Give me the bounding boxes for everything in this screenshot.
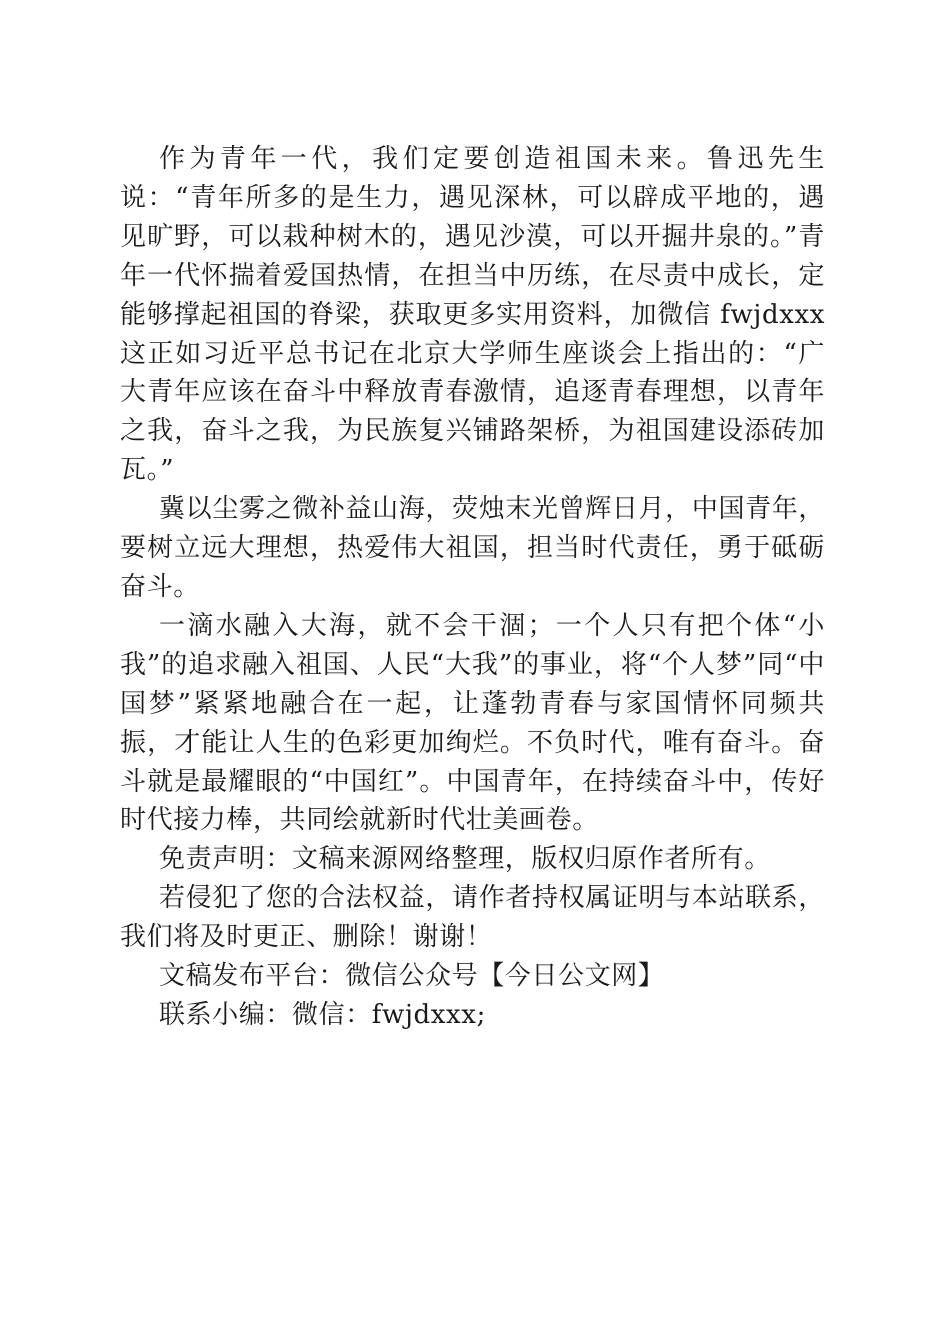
paragraph-ideals: 冀以尘雾之微补益山海，荧烛末光曾辉日月，中国青年，要树立远大理想，热爱伟大祖国，担当时代责任，勇于砥砺奋斗。 xyxy=(120,494,825,602)
contact-editor: 联系小编：微信：fwjdxxx; xyxy=(159,999,486,1030)
publishing-platform: 文稿发布平台：微信公众号【今日公文网】 xyxy=(159,961,665,992)
paragraph-youth-generation: 作为青年一代，我们定要创造祖国未来。鲁迅先生说：“青年所多的是生力，遇见深林，可以辟成平地的，遇见旷野，可以栽种树木的，遇见沙漠，可以开掘井泉的。”青年一代怀揣着爱国热情，在担当中历练，在尽责中成长，定能够撑起祖国的脊梁，获取更多实用资料，加微信 fwjdxxx 这正如习近平总书记在北京大学师生座谈会上指出的：“广大青年应该在奋斗中释放青春激情，追逐青春理想，以青年之我，奋斗之我，为民族复兴铺路架桥，为祖国建设添砖加瓦。” xyxy=(120,144,825,486)
disclaimer-text: 免责声明：文稿来源网络整理，版权归原作者所有。 xyxy=(159,844,771,875)
document-body xyxy=(120,140,825,1035)
infringement-notice: 若侵犯了您的合法权益，请作者持权属证明与本站联系，我们将及时更正、删除！谢谢！ xyxy=(120,883,825,953)
paragraph-chinese-dream: 一滴水融入大海，就不会干涸；一个人只有把个体“小我”的追求融入祖国、人民“大我”的事业，将“个人梦”同“中国梦”紧紧地融合在一起，让蓬勃青春与家国情怀同频共振，才能让人生的色彩更加绚烂。不负时代，唯有奋斗。奋斗就是最耀眼的“中国红”。中国青年，在持续奋斗中，传好时代接力棒，共同绘就新时代壮美画卷。 xyxy=(120,610,825,836)
